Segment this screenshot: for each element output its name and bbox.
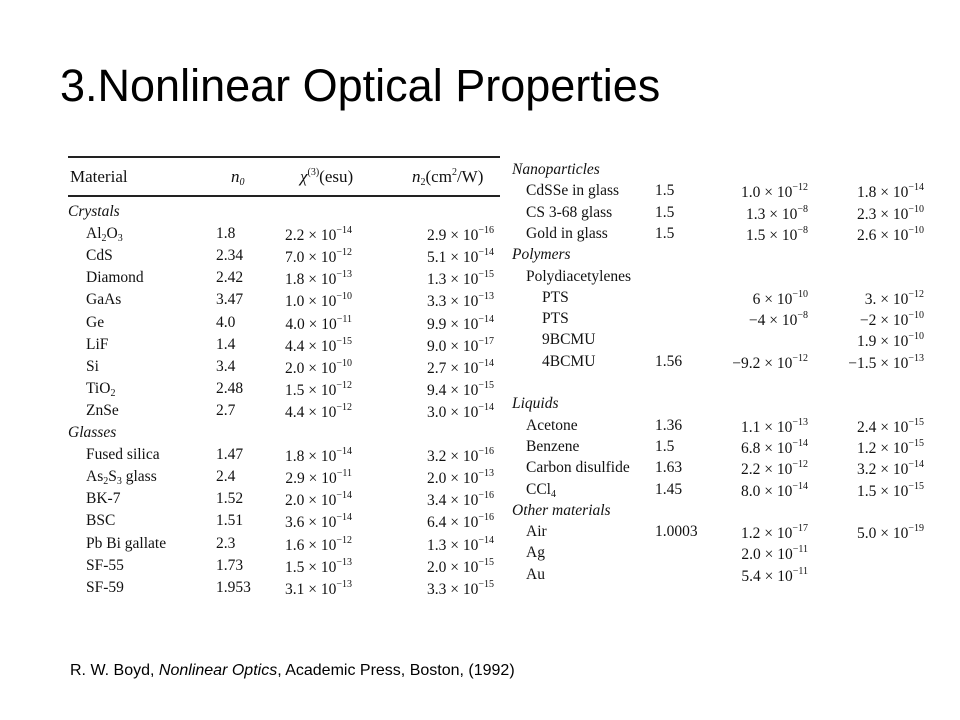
material-name: $Al_2O_3$	[86, 225, 123, 245]
n0-value: 2.42	[216, 269, 244, 287]
chi3-value: $-9.2 \times 10^{-12}$	[732, 352, 808, 372]
n2-value: $2.6 \times 10^{-10}$	[856, 224, 924, 244]
chi3-value: $2.0 \times 10^{-14}$	[284, 490, 352, 510]
material-name: 9BCMU	[542, 331, 596, 349]
n2-value: $3.3 \times 10^{-15}$	[426, 578, 494, 598]
material-name: LiF	[86, 335, 109, 353]
n2-value: $5.0 \times 10^{-19}$	[856, 523, 924, 543]
n2-value: $1.3 \times 10^{-14}$	[426, 534, 494, 554]
n0-value: 1.51	[216, 512, 244, 530]
material-name: ZnSe	[86, 401, 119, 419]
chi3-value: $1.8 \times 10^{-13}$	[284, 269, 352, 289]
n0-value: 4.0	[216, 313, 236, 331]
slide-title: 3.Nonlinear Optical Properties	[60, 60, 661, 111]
material-name: TiO$_2$	[86, 379, 116, 399]
n2-value: $1.3 \times 10^{-15}$	[426, 269, 494, 289]
material-name: Air	[526, 523, 547, 541]
material-name: Polydiacetylenes	[526, 267, 632, 285]
n0-value: 1.63	[655, 459, 683, 477]
material-name: Diamond	[86, 269, 144, 287]
chi3-value: $6 \times 10^{-10}$	[752, 288, 808, 308]
chi3-value: $2.2 \times 10^{-12}$	[740, 459, 808, 479]
n2-value: $1.9 \times 10^{-10}$	[856, 331, 924, 351]
table-row	[68, 535, 500, 557]
category-row	[68, 424, 500, 446]
material-name: CdSSe in glass	[526, 182, 620, 200]
n2-value: 3. × $10^{-12}$	[864, 288, 924, 308]
material-name: 4BCMU	[542, 352, 596, 370]
chi3-value: $1.0 \times 10^{-12}$	[740, 182, 808, 202]
n2-value: $5.1 \times 10^{-14}$	[426, 247, 494, 267]
n2-value: $3.4 \times 10^{-16}$	[426, 490, 494, 510]
table-row	[68, 380, 500, 402]
n2-value: $2.0 \times 10^{-15}$	[426, 556, 494, 576]
category-label: Crystals	[68, 203, 120, 220]
n2-value: $9.4 \times 10^{-15}$	[426, 379, 494, 399]
n2-value: $9.9 \times 10^{-14}$	[426, 313, 494, 333]
n0-value: 1.8	[216, 225, 236, 243]
n0-value: 2.3	[216, 534, 236, 552]
n2-value: $3.2 \times 10^{-16}$	[426, 446, 494, 466]
chi3-value: $1.1 \times 10^{-13}$	[740, 416, 808, 436]
category-label: Liquids	[512, 395, 559, 413]
n2-value: $1.5 \times 10^{-15}$	[856, 480, 924, 500]
material-name: SF-59	[86, 578, 124, 596]
n2-value: $3.2 \times 10^{-14}$	[856, 459, 924, 479]
chi3-value: $-4 \times 10^{-8}$	[748, 310, 808, 330]
material-name: $As_2S_3$ glass	[86, 468, 157, 488]
category-label: Polymers	[512, 246, 571, 264]
n0-value: 1.0003	[655, 523, 698, 541]
material-name: CS 3-68 glass	[526, 203, 613, 221]
material-name: PTS	[542, 288, 569, 306]
category-label: Other materials	[512, 501, 611, 519]
material-name: Au	[526, 565, 545, 583]
table-row	[68, 336, 500, 358]
table-row	[68, 446, 500, 468]
chi3-value: $1.6 \times 10^{-12}$	[284, 534, 352, 554]
table-row	[512, 204, 928, 226]
table-row	[512, 566, 928, 588]
n2-value: $3.0 \times 10^{-14}$	[426, 401, 494, 421]
table-row	[512, 481, 928, 503]
category-row	[512, 268, 928, 290]
chi3-value: $1.0 \times 10^{-10}$	[284, 291, 352, 311]
category-row	[512, 395, 928, 417]
n0-value: 3.4	[216, 357, 236, 375]
material-name: Ag	[526, 544, 545, 562]
n2-value: $1.8 \times 10^{-14}$	[856, 182, 924, 202]
material-name: Acetone	[526, 416, 578, 434]
table-row	[512, 544, 928, 566]
n0-value: 1.45	[655, 480, 683, 498]
table-top-rule	[68, 156, 500, 158]
material-name: Fused silica	[86, 446, 160, 464]
material-name: Gold in glass	[526, 224, 608, 242]
table-row	[68, 468, 500, 490]
category-row	[512, 161, 928, 183]
n0-value: 1.5	[655, 224, 675, 242]
material-name: Pb Bi gallate	[86, 534, 167, 552]
table-row	[512, 225, 928, 247]
table-row	[68, 579, 500, 601]
chi3-value: $2.0 \times 10^{-10}$	[284, 357, 352, 377]
table-row	[68, 247, 500, 269]
n0-value: 1.73	[216, 556, 244, 574]
n0-value: 2.4	[216, 468, 236, 486]
chi3-value: $4.4 \times 10^{-15}$	[284, 335, 352, 355]
n0-value: 1.52	[216, 490, 244, 508]
table-row	[512, 459, 928, 481]
n2-value: $2.9 \times 10^{-16}$	[426, 225, 494, 245]
material-name: Carbon disulfide	[526, 459, 630, 477]
n0-value: 1.953	[216, 578, 251, 596]
table-row	[512, 438, 928, 460]
table-row	[512, 374, 928, 396]
table-row	[512, 310, 928, 332]
material-name: SF-55	[86, 556, 124, 574]
header-n0: $n_0$	[231, 167, 245, 188]
chi3-value: $1.8 \times 10^{-14}$	[284, 446, 352, 466]
n2-value: $-1.5 \times 10^{-13}$	[848, 352, 924, 372]
n2-value: $-2 \times 10^{-10}$	[859, 310, 924, 330]
header-material: Material	[70, 167, 128, 186]
n0-value: 2.7	[216, 401, 236, 419]
n2-value: $6.4 \times 10^{-16}$	[426, 512, 494, 532]
table-row	[68, 557, 500, 579]
n0-value: 1.36	[655, 416, 683, 434]
chi3-value: $4.0 \times 10^{-11}$	[285, 313, 352, 333]
table-row	[512, 289, 928, 311]
material-name: BSC	[86, 512, 116, 530]
chi3-value: $1.3 \times 10^{-8}$	[745, 203, 808, 223]
chi3-value: $1.5 \times 10^{-12}$	[284, 379, 352, 399]
chi3-value: $7.0 \times 10^{-12}$	[284, 247, 352, 267]
n0-value: 1.5	[655, 437, 675, 455]
material-name: GaAs	[86, 291, 122, 309]
chi3-value: $2.0 \times 10^{-11}$	[741, 544, 808, 564]
header-n2: $n_2(cm^2/W)$	[412, 167, 484, 188]
n0-value: 2.48	[216, 379, 244, 397]
category-label: Nanoparticles	[512, 161, 600, 178]
chi3-value: $1.5 \times 10^{-8}$	[745, 224, 808, 244]
n2-value: $3.3 \times 10^{-13}$	[426, 291, 494, 311]
table-row	[512, 182, 928, 204]
material-name: Benzene	[526, 437, 580, 455]
chi3-value: $8.0 \times 10^{-14}$	[740, 480, 808, 500]
n0-value: 3.47	[216, 291, 244, 309]
material-name: Ge	[86, 313, 105, 331]
chi3-value: $6.8 \times 10^{-14}$	[740, 437, 808, 457]
n0-value: 1.4	[216, 335, 236, 353]
table-row	[512, 331, 928, 353]
table-row	[68, 314, 500, 336]
n2-value: $2.0 \times 10^{-13}$	[426, 468, 494, 488]
category-label: Glasses	[68, 424, 117, 441]
table-row	[68, 269, 500, 291]
citation-rest: , Academic Press, Boston, (1992)	[277, 662, 515, 679]
material-name: Si	[86, 357, 99, 375]
chi3-value: $1.2 \times 10^{-17}$	[740, 523, 808, 543]
chi3-value: $4.4 \times 10^{-12}$	[284, 401, 352, 421]
citation	[70, 662, 515, 680]
table-row	[512, 523, 928, 545]
material-name: CCl$_4$	[526, 480, 556, 500]
material-name: BK-7	[86, 490, 121, 508]
n2-value: $9.0 \times 10^{-17}$	[426, 335, 494, 355]
chi3-value: $3.6 \times 10^{-14}$	[284, 512, 352, 532]
table-header-rule	[68, 195, 500, 197]
n2-value: $2.7 \times 10^{-14}$	[426, 357, 494, 377]
category-row	[512, 502, 928, 524]
table-row	[68, 358, 500, 380]
n0-value: 1.5	[655, 182, 675, 200]
material-name: PTS	[542, 310, 569, 328]
table-row	[68, 512, 500, 534]
n2-value: $2.4 \times 10^{-15}$	[856, 416, 924, 436]
table-row	[512, 417, 928, 439]
table-row	[68, 291, 500, 313]
category-row	[512, 246, 928, 268]
header-chi3: $\chi^{(3)}(esu)$	[300, 167, 354, 186]
chi3-value: $2.9 \times 10^{-11}$	[285, 468, 352, 488]
chi3-value: $3.1 \times 10^{-13}$	[284, 578, 352, 598]
n0-value: 1.5	[655, 203, 675, 221]
citation-book: Nonlinear Optics	[158, 662, 278, 679]
n0-value: 1.47	[216, 446, 244, 464]
n0-value: 1.56	[655, 352, 683, 370]
category-row	[68, 203, 500, 225]
table-row	[512, 353, 928, 375]
n2-value: $2.3 \times 10^{-10}$	[856, 203, 924, 223]
citation-author: R. W. Boyd,	[70, 662, 159, 679]
chi3-value: $1.5 \times 10^{-13}$	[284, 556, 352, 576]
table-row	[68, 490, 500, 512]
table-row	[68, 402, 500, 424]
n2-value: $1.2 \times 10^{-15}$	[856, 437, 924, 457]
n0-value: 2.34	[216, 247, 244, 265]
chi3-value: $2.2 \times 10^{-14}$	[284, 225, 352, 245]
chi3-value: $5.4 \times 10^{-11}$	[741, 565, 808, 585]
material-name: CdS	[86, 247, 113, 265]
table-row	[68, 225, 500, 247]
